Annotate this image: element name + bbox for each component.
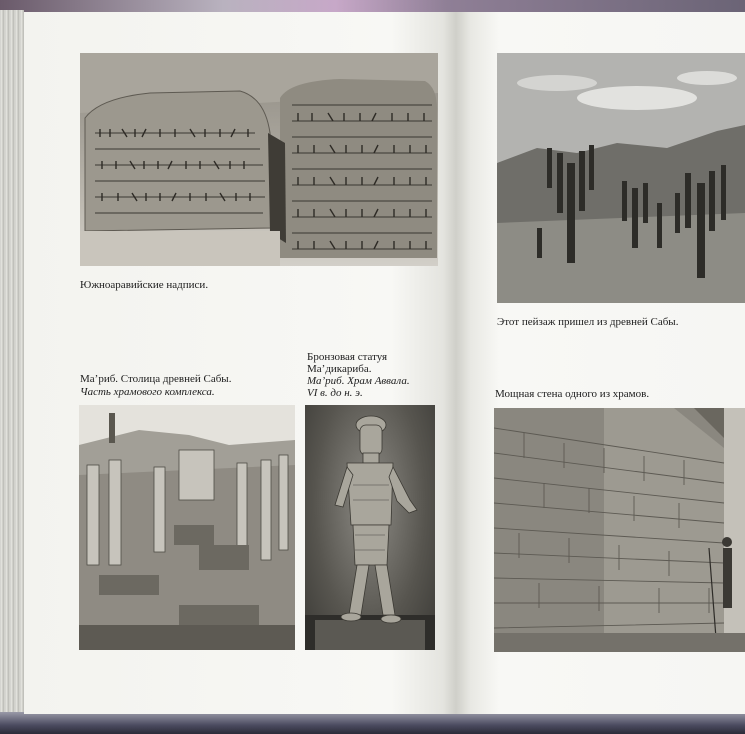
caption-marib-line2: Часть храмового комплекса. bbox=[80, 386, 215, 398]
bronze-statue-photo bbox=[305, 405, 435, 650]
caption-inscriptions: Южноаравийские надписи. bbox=[80, 279, 209, 291]
temple-ruins-photo bbox=[79, 405, 295, 650]
caption-wall: Мощная стена одного из храмов. bbox=[495, 388, 650, 400]
caption-statue-line3-wrapper bbox=[307, 375, 410, 387]
temple-wall-photo bbox=[494, 408, 745, 652]
book-page-edges bbox=[0, 10, 24, 715]
caption-statue-line4-wrapper bbox=[307, 387, 363, 399]
desert-cacti-landscape-photo bbox=[497, 53, 745, 303]
caption-landscape: Этот пейзаж пришел из древней Сабы. bbox=[497, 316, 679, 328]
book-cover-bottom-edge bbox=[0, 712, 745, 734]
caption-statue-line2: Ма’дикариба. bbox=[307, 363, 372, 375]
stone-inscriptions-photo bbox=[80, 53, 438, 266]
caption-statue-line1: Бронзовая статуя bbox=[307, 351, 388, 363]
caption-marib-line1: Ма’риб. Столица древней Сабы. bbox=[80, 373, 232, 385]
caption-marib-line2-wrapper bbox=[80, 386, 215, 398]
caption-statue-line4: VI в. до н. э. bbox=[307, 387, 363, 399]
book-cover-top-edge bbox=[0, 0, 745, 12]
caption-statue-line3: Ма’риб. Храм Аввала. bbox=[307, 375, 410, 387]
